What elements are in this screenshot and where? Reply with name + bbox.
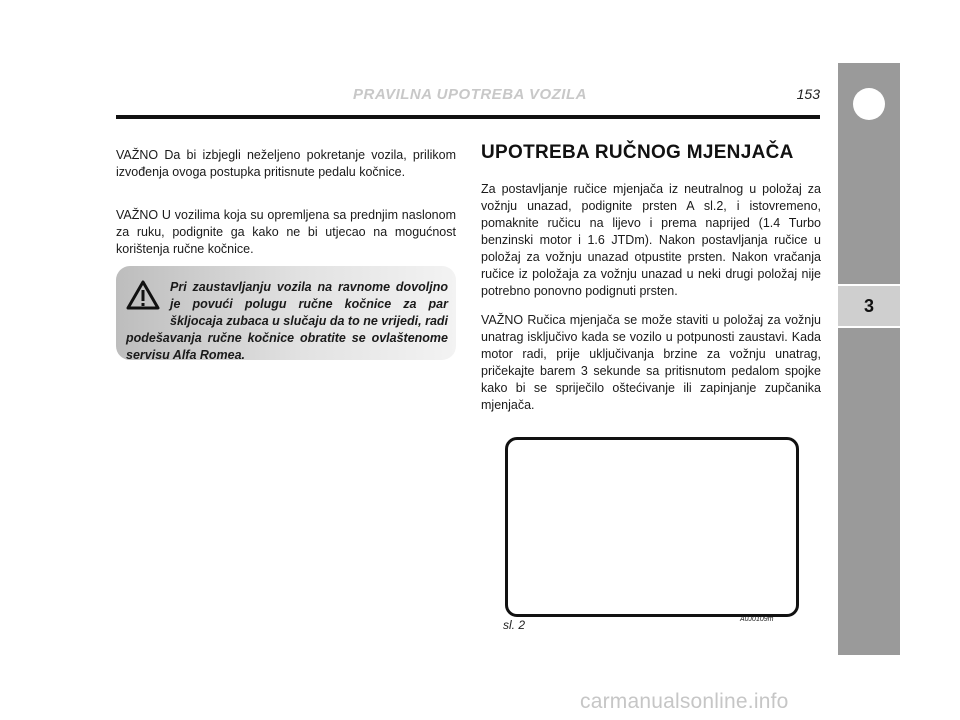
section-heading: UPOTREBA RUČNOG MJENJAČA (481, 142, 794, 163)
header-rule (116, 115, 820, 119)
right-paragraph-2: VAŽNO Ručica mjenjača se može staviti u položaj za vožnju unatrag isključivo kada se vozilo u potpunosti zaustavi. Kada motor radi, prije uključivanja brzine za vožnju unatrag, pričekajte barem 3 sekunde sa pritisnutom pedalom spojke kako bi se spriječilo oštećivanje ili zapinjanje zupčanika mjenjača. (481, 313, 821, 412)
right-paragraph-1: Za postavljanje ručice mjenjača iz neutralnog u položaj za vožnju unazad, podignite prsten A sl.2, i istovremeno, pomaknite ručicu na lijevo i prema naprijed (1.4 Turbo benzinski motor i 1.6 JTDm). Nakon postavljanja ručice u položaj za vožnju unazad otpustite prsten. Nakon vračanja ručice iz položaja za vožnju unazad u neki drugi položaj nije potrebno ponovno podignuti prsten. (481, 182, 821, 298)
figure-caption: sl. 2 (503, 618, 526, 632)
left-paragraph-2: VAŽNO U vozilima koja su opremljena sa prednjim naslonom za ruku, podignite ga kako ne bi utjecao na mogućnost korištenja ručne kočnice. (116, 208, 456, 256)
figure-code: A0J0109m (740, 616, 774, 623)
page-number: 153 (796, 86, 820, 102)
chapter-tab[interactable]: 3 (838, 286, 900, 326)
page-header-title: PRAVILNA UPOTREBA VOZILA (353, 86, 587, 103)
sidebar-gap-bottom (838, 326, 900, 328)
footer-watermark[interactable]: carmanualsonline.info (580, 690, 789, 713)
warning-text-block (126, 279, 448, 364)
sidebar-circle-marker (853, 88, 885, 120)
warning-text: Pri zaustavljanju vozila na ravnome dovoljno je povući polugu ručne kočnice za par škljocaja zubaca u slučaju da to ne vrijedi, radi podešavanja ručne kočnice obratite se ovlaštenome servisu Alfa Romea. (126, 280, 448, 362)
left-paragraph-1: VAŽNO Da bi izbjegli neželjeno pokretanje vozila, prilikom izvođenja ovoga postupka pritisnute pedalu kočnice. (116, 148, 456, 179)
figure-frame (505, 437, 799, 617)
chapter-sidebar (838, 63, 900, 655)
